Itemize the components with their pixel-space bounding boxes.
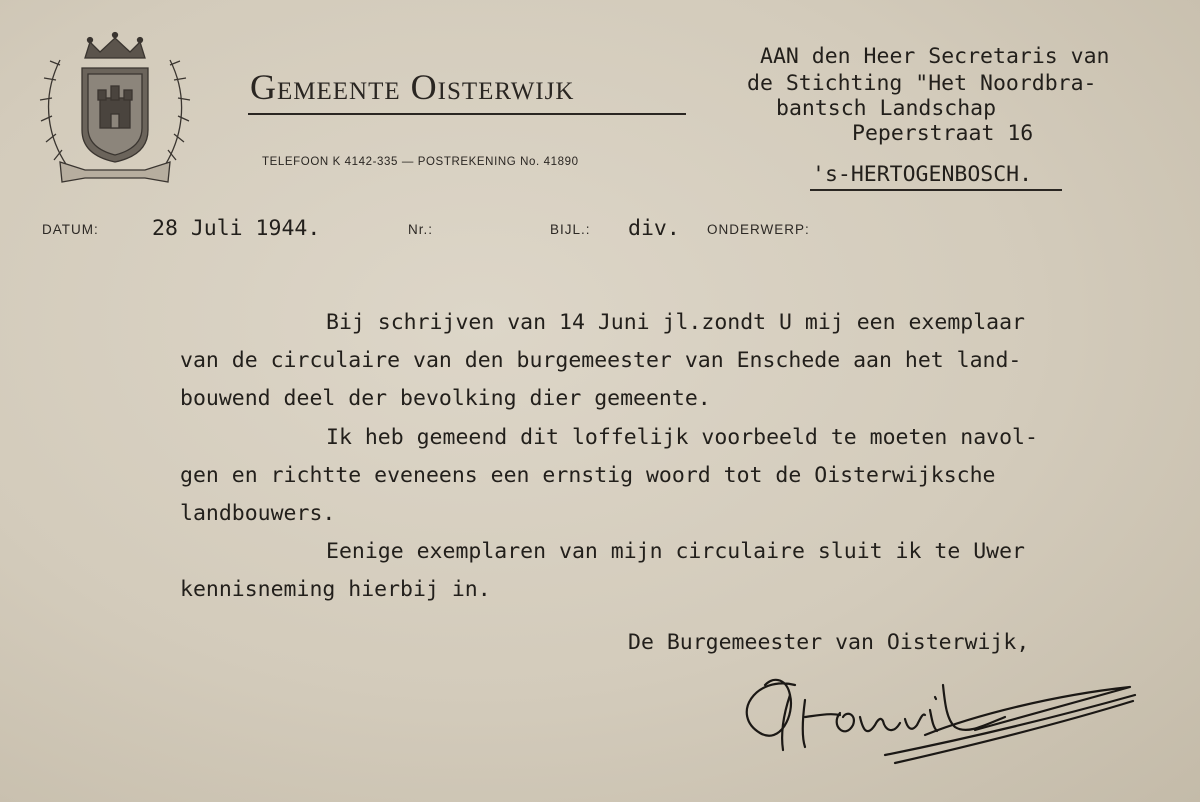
body-line-1: Bij schrijven van 14 Juni jl.zondt U mij een exemplaar [326, 310, 1025, 335]
recipient-city: 's-HERTOGENBOSCH. [812, 162, 1033, 187]
recipient-line-3: bantsch Landschap [776, 96, 997, 121]
body-line-8: kennisneming hierbij in. [180, 577, 491, 602]
body-line-2: van de circulaire van den burgemeester van Enschede aan het land- [180, 348, 1022, 373]
nr-label: Nr.: [408, 222, 434, 237]
recipient-line-1: AAN den Heer Secretaris van [760, 44, 1110, 69]
letterhead-rule [248, 113, 686, 115]
body-line-7: Eenige exemplaren van mijn circulaire sluit ik te Uwer [326, 539, 1025, 564]
contact-line: TELEFOON K 4142-335 — POSTREKENING No. 41890 [262, 156, 579, 168]
date-value: 28 Juli 1944. [152, 216, 321, 241]
city-underline [810, 189, 1062, 191]
body-line-3: bouwend deel der bevolking dier gemeente. [180, 386, 711, 411]
date-label: DATUM: [42, 222, 99, 237]
coat-of-arms-icon [30, 20, 200, 200]
onderwerp-label: ONDERWERP: [707, 222, 810, 237]
body-line-4: Ik heb gemeend dit loffelijk voorbeeld te moeten navol- [326, 425, 1038, 450]
signature-icon [735, 655, 1155, 775]
body-line-6: landbouwers. [180, 501, 336, 526]
bijl-label: BIJL.: [550, 222, 591, 237]
recipient-line-2: de Stichting "Het Noordbra- [747, 71, 1097, 96]
municipality-name: Gemeente Oisterwijk [250, 67, 575, 107]
recipient-line-4: Peperstraat 16 [852, 121, 1034, 146]
body-line-5: gen en richtte eveneens een ernstig woord tot de Oisterwijksche [180, 463, 996, 488]
bijl-value: div. [628, 216, 680, 241]
closing-title: De Burgemeester van Oisterwijk, [628, 630, 1030, 655]
